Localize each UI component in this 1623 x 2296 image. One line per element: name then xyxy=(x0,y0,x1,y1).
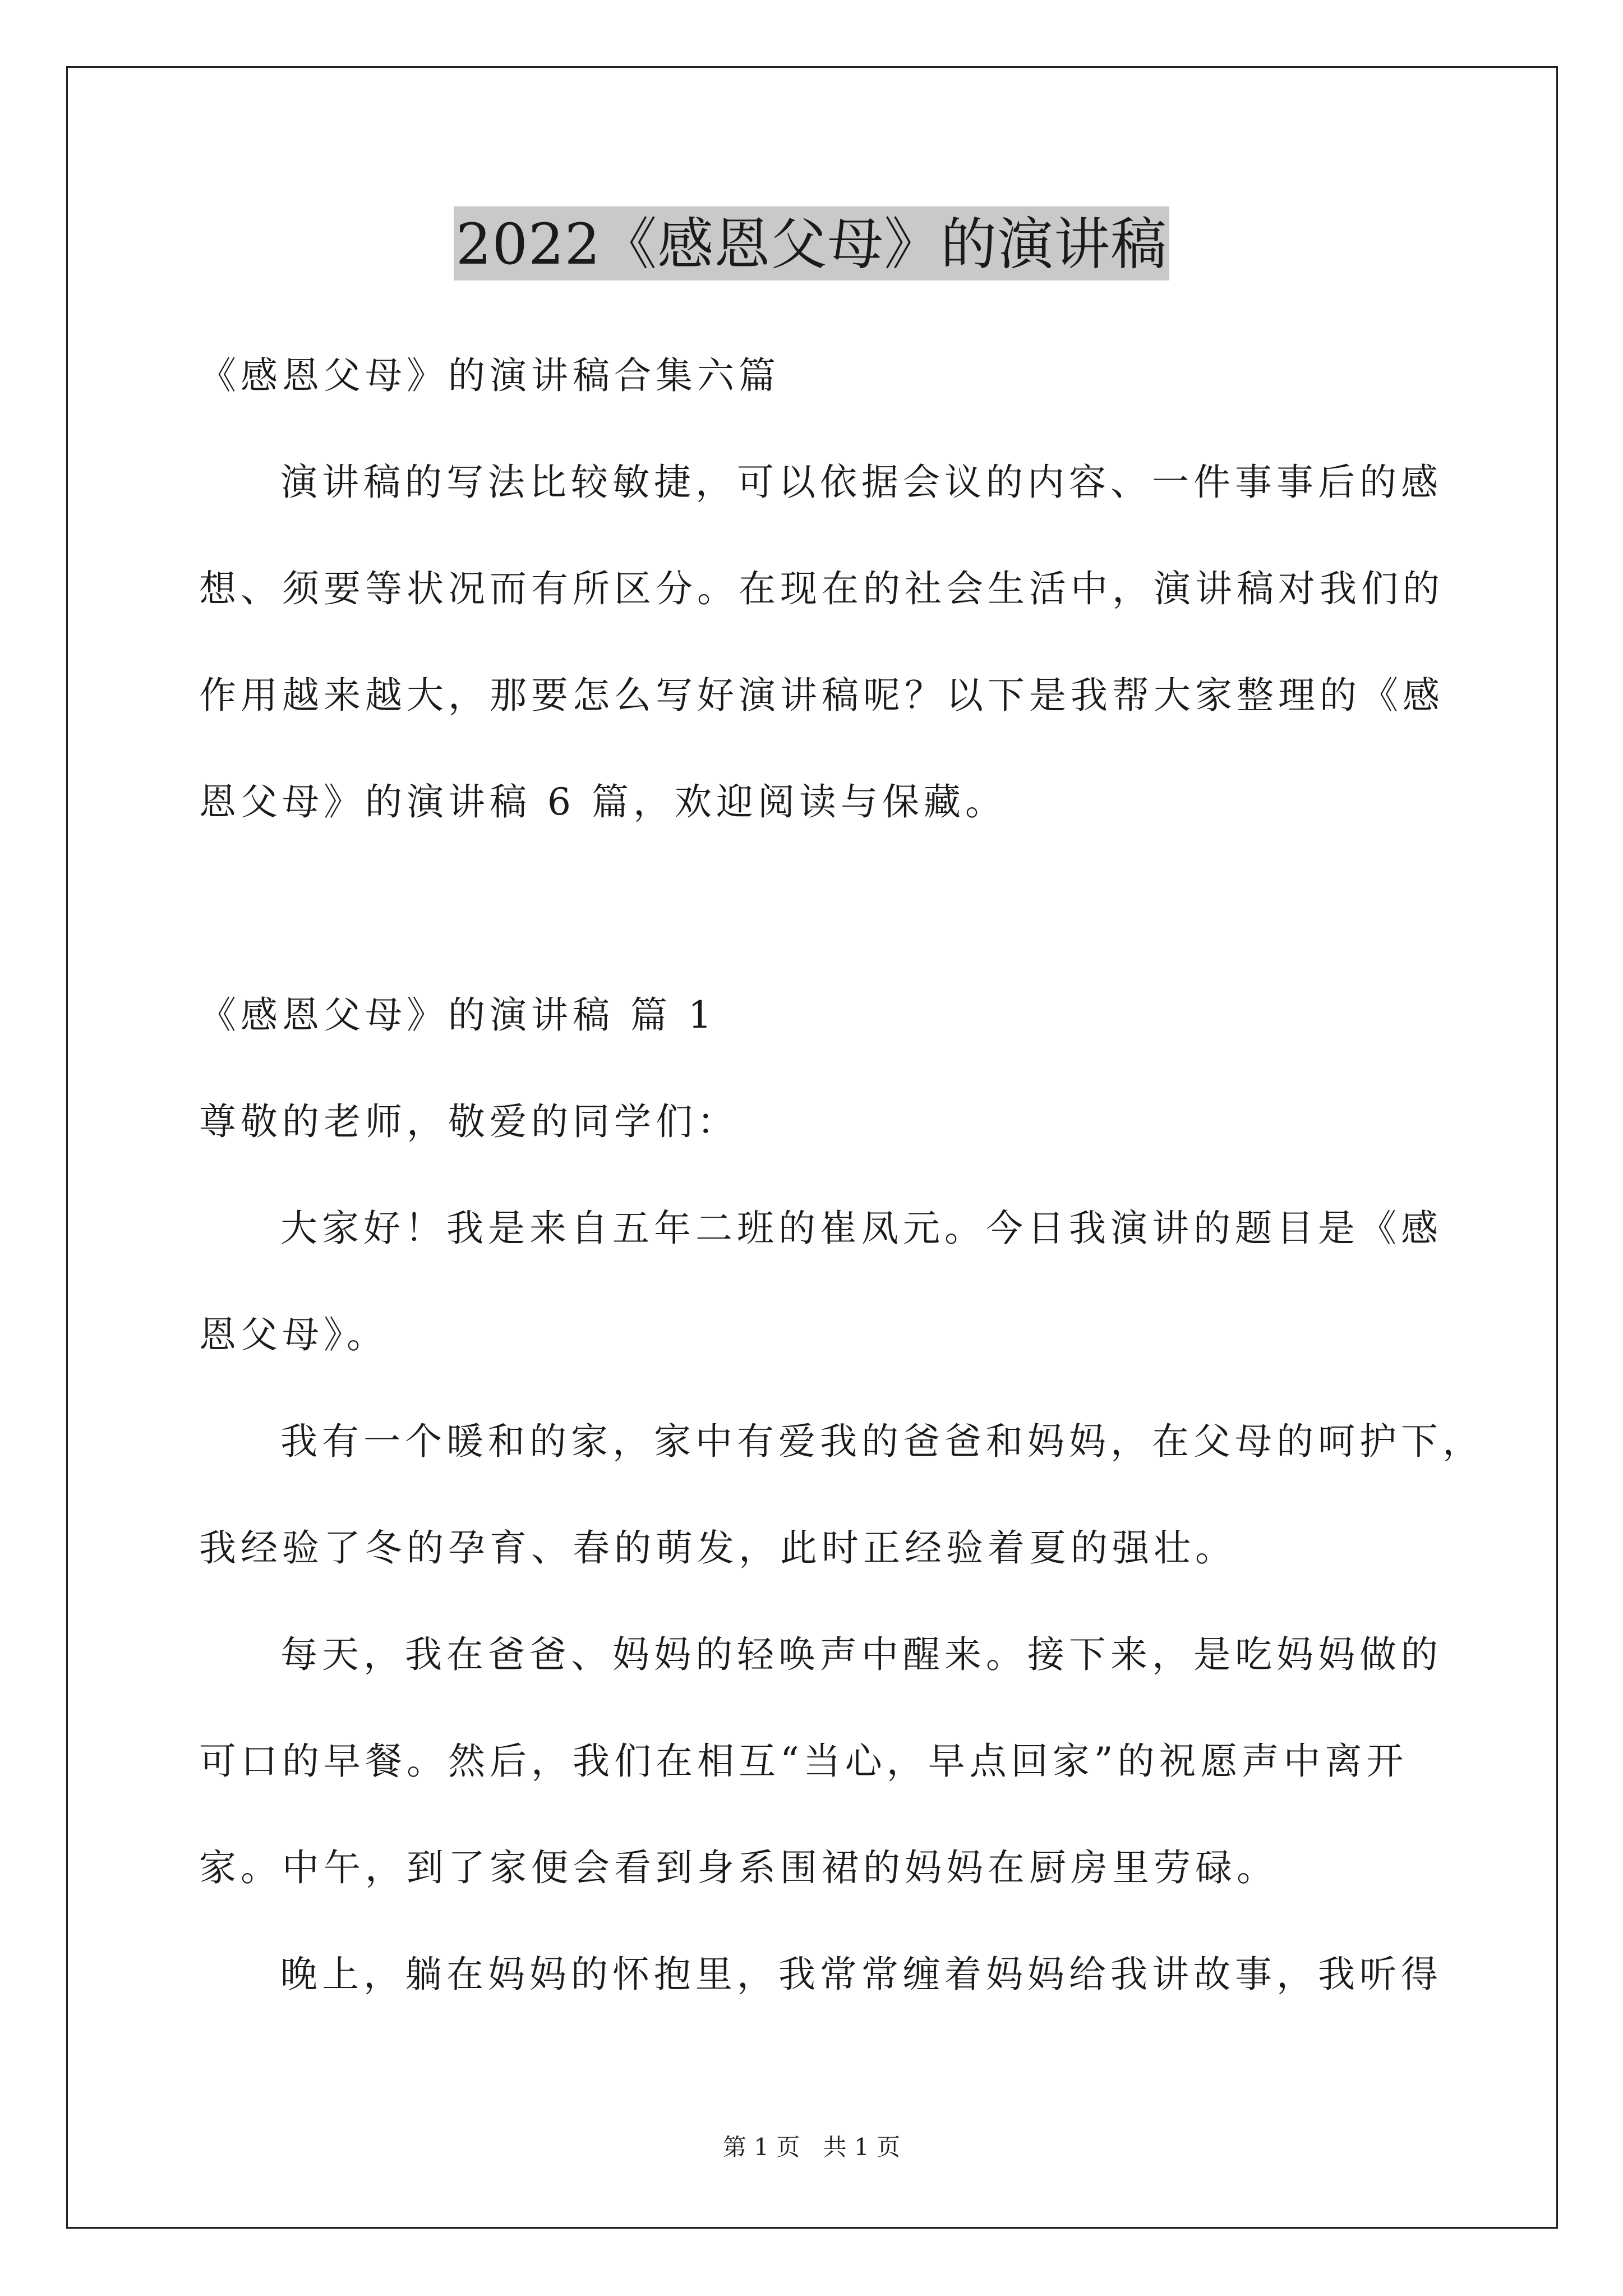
intro-line: 演讲稿的写法比较敏捷，可以依据会议的内容、一件事事后的感 xyxy=(280,461,1442,504)
body-line: 晚上，躺在妈妈的怀抱里，我常常缠着妈妈给我讲故事，我听得 xyxy=(280,1953,1442,1996)
body-line: 我有一个暖和的家，家中有爱我的爸爸和妈妈，在父母的呵护下， xyxy=(280,1420,1484,1463)
title-block xyxy=(0,206,1623,280)
document-title: 2022《感恩父母》的演讲稿 xyxy=(454,206,1170,280)
body-line: 家。中午，到了家便会看到身系围裙的妈妈在厨房里劳碌。 xyxy=(199,1846,1278,1889)
intro-line: 想、须要等状况而有所区分。在现在的社会生活中，演讲稿对我们的 xyxy=(199,567,1444,610)
body-line: 恩父母》。 xyxy=(199,1313,388,1356)
subtitle: 《感恩父母》的演讲稿合集六篇 xyxy=(199,354,780,397)
section-heading: 《感恩父母》的演讲稿 篇 1 xyxy=(199,993,716,1037)
intro-line: 作用越来越大，那要怎么写好演讲稿呢？以下是我帮大家整理的《感 xyxy=(199,674,1444,717)
page-number: 第 1 页 xyxy=(722,2133,800,2161)
body-line: 我经验了冬的孕育、春的萌发，此时正经验着夏的强壮。 xyxy=(199,1526,1237,1570)
body-line: 可口的早餐。然后，我们在相互“当心，早点回家”的祝愿声中离开 xyxy=(199,1740,1408,1783)
page-total: 共 1 页 xyxy=(823,2133,901,2161)
page-footer xyxy=(0,2132,1623,2163)
intro-line: 恩父母》的演讲稿 6 篇，欢迎阅读与保藏。 xyxy=(199,780,1007,823)
salutation: 尊敬的老师，敬爱的同学们： xyxy=(199,1100,739,1143)
body-line: 每天，我在爸爸、妈妈的轻唤声中醒来。接下来，是吃妈妈做的 xyxy=(280,1633,1442,1676)
body-line: 大家好！我是来自五年二班的崔凤元。今日我演讲的题目是《感 xyxy=(280,1207,1442,1250)
